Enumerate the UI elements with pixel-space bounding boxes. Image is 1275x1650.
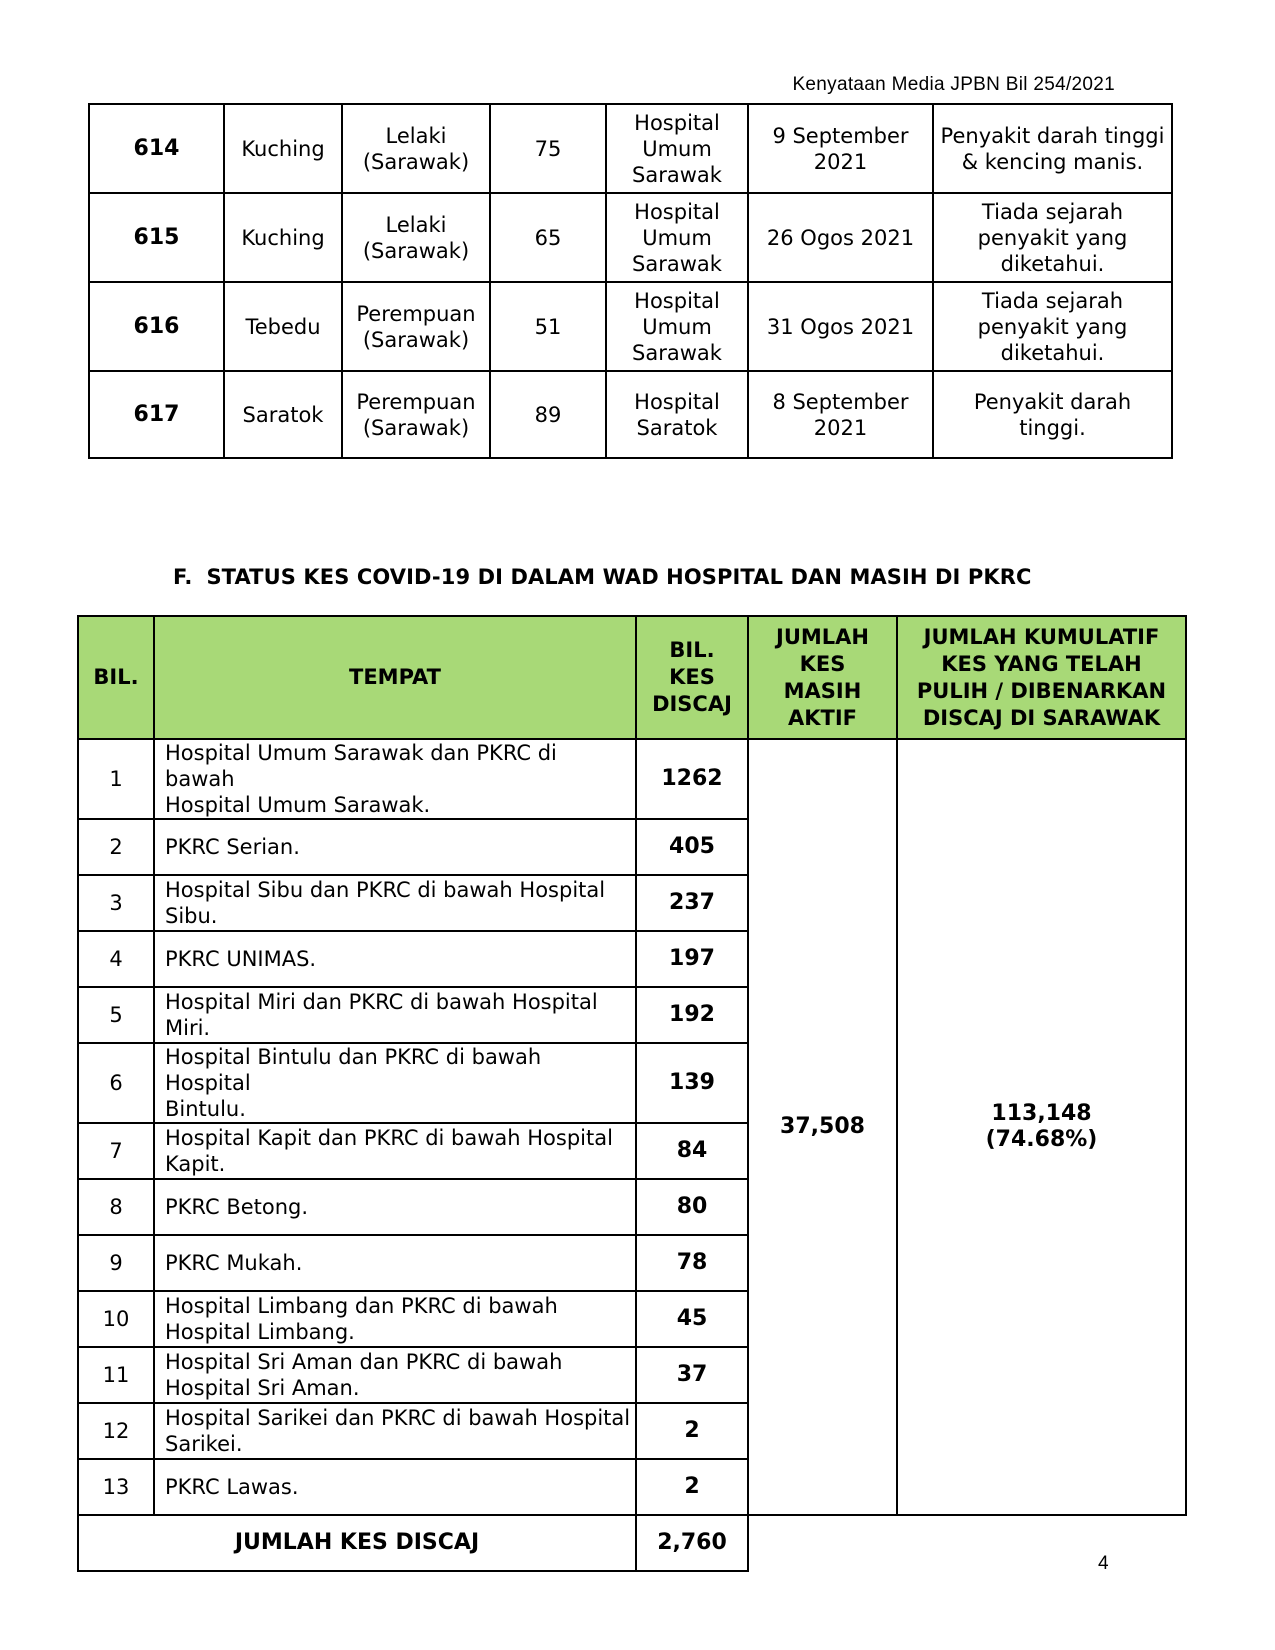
table-row bbox=[89, 371, 1172, 458]
cumulative-value: 113,148 bbox=[991, 1101, 1092, 1126]
tempat-line: Hospital Sri Aman dan PKRC di bawah bbox=[165, 1350, 563, 1374]
state-label: (Sarawak) bbox=[362, 415, 470, 440]
row-tempat bbox=[154, 1291, 636, 1347]
row-tempat bbox=[154, 1179, 636, 1235]
hospital-line: Hospital bbox=[634, 288, 720, 313]
case-hospital bbox=[606, 371, 748, 458]
gender-label: Perempuan bbox=[356, 301, 476, 326]
case-hospital bbox=[606, 282, 748, 371]
total-row bbox=[78, 1515, 1186, 1571]
case-place: Saratok bbox=[224, 371, 342, 458]
hospital-line: Hospital bbox=[634, 389, 720, 414]
row-discaj: 405 bbox=[636, 819, 748, 875]
history-line: penyakit yang bbox=[977, 314, 1128, 339]
row-tempat bbox=[154, 1235, 636, 1291]
row-tempat bbox=[154, 1347, 636, 1403]
header-discaj-line: BIL. bbox=[669, 638, 715, 662]
row-bil: 10 bbox=[78, 1291, 154, 1347]
hospital-line: Hospital bbox=[634, 199, 720, 224]
hospital-line: Sarawak bbox=[632, 340, 722, 365]
table-row bbox=[89, 193, 1172, 282]
header-discaj bbox=[636, 616, 748, 739]
header-bil: BIL. bbox=[78, 616, 154, 739]
case-gender bbox=[342, 282, 490, 371]
header-discaj-line: KES bbox=[669, 665, 715, 689]
history-line: Penyakit darah bbox=[973, 389, 1132, 414]
tempat-line: Miri. bbox=[165, 1016, 211, 1040]
row-tempat bbox=[154, 1459, 636, 1515]
tempat-line: Kapit. bbox=[165, 1152, 226, 1176]
case-age: 75 bbox=[490, 104, 606, 193]
case-place: Kuching bbox=[224, 193, 342, 282]
case-date bbox=[748, 282, 933, 371]
row-bil: 8 bbox=[78, 1179, 154, 1235]
total-label: JUMLAH KES DISCAJ bbox=[78, 1515, 636, 1571]
history-line: Tiada sejarah bbox=[981, 199, 1124, 224]
row-tempat bbox=[154, 1043, 636, 1123]
row-discaj: 37 bbox=[636, 1347, 748, 1403]
case-history bbox=[933, 282, 1172, 371]
row-discaj: 139 bbox=[636, 1043, 748, 1123]
page-number: 4 bbox=[1098, 1553, 1109, 1574]
case-history bbox=[933, 371, 1172, 458]
hospital-status-table bbox=[77, 615, 1187, 1572]
row-discaj: 237 bbox=[636, 875, 748, 931]
row-bil: 7 bbox=[78, 1123, 154, 1179]
row-tempat bbox=[154, 931, 636, 987]
state-label: (Sarawak) bbox=[362, 149, 470, 174]
cumulative-percent: (74.68%) bbox=[985, 1127, 1098, 1152]
history-line: tinggi. bbox=[1019, 415, 1086, 440]
header-kumulatif-line: KES YANG TELAH bbox=[941, 651, 1142, 676]
date-line: 31 Ogos 2021 bbox=[766, 314, 915, 339]
row-discaj: 84 bbox=[636, 1123, 748, 1179]
date-line: 26 Ogos 2021 bbox=[766, 225, 915, 250]
deaths-table bbox=[88, 103, 1173, 459]
case-gender bbox=[342, 104, 490, 193]
hospital-line: Sarawak bbox=[632, 162, 722, 187]
case-hospital bbox=[606, 193, 748, 282]
history-line: Tiada sejarah bbox=[981, 288, 1124, 313]
header-aktif-line: KES bbox=[799, 651, 846, 676]
row-tempat bbox=[154, 1403, 636, 1459]
row-tempat bbox=[154, 819, 636, 875]
tempat-line: PKRC Mukah. bbox=[165, 1251, 303, 1275]
section-heading: STATUS KES COVID-19 DI DALAM WAD HOSPITAL DAN MASIH DI PKRC bbox=[206, 565, 1032, 589]
case-date bbox=[748, 193, 933, 282]
table-row bbox=[78, 739, 1186, 819]
tempat-line: PKRC UNIMAS. bbox=[165, 947, 317, 971]
tempat-line: Hospital Umum Sarawak. bbox=[165, 793, 431, 817]
state-label: (Sarawak) bbox=[362, 327, 470, 352]
history-line: diketahui. bbox=[1000, 340, 1105, 365]
state-label: (Sarawak) bbox=[362, 238, 470, 263]
gender-label: Lelaki bbox=[385, 212, 447, 237]
table-header-row bbox=[78, 616, 1186, 739]
case-gender bbox=[342, 193, 490, 282]
row-bil: 12 bbox=[78, 1403, 154, 1459]
hospital-line: Sarawak bbox=[632, 251, 722, 276]
tempat-line: Hospital Sibu dan PKRC di bawah Hospital bbox=[165, 878, 606, 902]
tempat-line: Hospital Miri dan PKRC di bawah Hospital bbox=[165, 990, 598, 1014]
tempat-line: Hospital Limbang dan PKRC di bawah bbox=[165, 1294, 558, 1318]
cumulative-recovered bbox=[897, 739, 1186, 1515]
table-row bbox=[89, 282, 1172, 371]
row-tempat bbox=[154, 1123, 636, 1179]
hospital-line: Saratok bbox=[636, 415, 718, 440]
row-bil: 4 bbox=[78, 931, 154, 987]
row-discaj: 45 bbox=[636, 1291, 748, 1347]
row-tempat bbox=[154, 739, 636, 819]
row-discaj: 80 bbox=[636, 1179, 748, 1235]
date-line: 2021 bbox=[813, 149, 868, 174]
total-value: 2,760 bbox=[636, 1515, 748, 1571]
case-age: 65 bbox=[490, 193, 606, 282]
case-age: 89 bbox=[490, 371, 606, 458]
hospital-line: Hospital bbox=[634, 110, 720, 135]
case-number: 616 bbox=[89, 282, 224, 371]
row-bil: 2 bbox=[78, 819, 154, 875]
header-discaj-line: DISCAJ bbox=[652, 692, 732, 716]
row-bil: 6 bbox=[78, 1043, 154, 1123]
case-history bbox=[933, 193, 1172, 282]
hospital-line: Umum bbox=[642, 314, 712, 339]
gender-label: Lelaki bbox=[385, 123, 447, 148]
header-kumulatif-line: DISCAJ DI SARAWAK bbox=[922, 705, 1161, 730]
case-age: 51 bbox=[490, 282, 606, 371]
case-date bbox=[748, 104, 933, 193]
section-letter: F. bbox=[173, 565, 193, 589]
row-discaj: 2 bbox=[636, 1459, 748, 1515]
row-bil: 5 bbox=[78, 987, 154, 1043]
date-line: 8 September bbox=[772, 389, 909, 414]
header-kumulatif-line: PULIH / DIBENARKAN bbox=[916, 678, 1167, 703]
row-tempat bbox=[154, 875, 636, 931]
gender-label: Perempuan bbox=[356, 389, 476, 414]
tempat-line: PKRC Serian. bbox=[165, 835, 300, 859]
row-tempat bbox=[154, 987, 636, 1043]
row-discaj: 78 bbox=[636, 1235, 748, 1291]
header-kumulatif bbox=[897, 616, 1186, 739]
history-line: & kencing manis. bbox=[961, 149, 1144, 174]
tempat-line: Hospital Limbang. bbox=[165, 1320, 355, 1344]
case-place: Tebedu bbox=[224, 282, 342, 371]
history-line: Penyakit darah tinggi bbox=[940, 123, 1165, 148]
table-row bbox=[89, 104, 1172, 193]
case-number: 617 bbox=[89, 371, 224, 458]
case-hospital bbox=[606, 104, 748, 193]
case-date bbox=[748, 371, 933, 458]
header-aktif-line: JUMLAH bbox=[776, 624, 869, 649]
header-aktif-line: MASIH bbox=[783, 678, 862, 703]
tempat-line: Hospital Bintulu dan PKRC di bawah Hospital bbox=[165, 1045, 542, 1095]
row-bil: 9 bbox=[78, 1235, 154, 1291]
tempat-line: Sibu. bbox=[165, 904, 218, 928]
tempat-line: Sarikei. bbox=[165, 1432, 243, 1456]
history-line: diketahui. bbox=[1000, 251, 1105, 276]
date-line: 9 September bbox=[772, 123, 909, 148]
header-kumulatif-line: JUMLAH KUMULATIF bbox=[923, 624, 1160, 649]
case-number: 614 bbox=[89, 104, 224, 193]
row-bil: 3 bbox=[78, 875, 154, 931]
tempat-line: PKRC Betong. bbox=[165, 1195, 309, 1219]
row-discaj: 2 bbox=[636, 1403, 748, 1459]
row-discaj: 197 bbox=[636, 931, 748, 987]
case-gender bbox=[342, 371, 490, 458]
row-discaj: 192 bbox=[636, 987, 748, 1043]
row-bil: 13 bbox=[78, 1459, 154, 1515]
tempat-line: Hospital Kapit dan PKRC di bawah Hospital bbox=[165, 1126, 613, 1150]
case-place: Kuching bbox=[224, 104, 342, 193]
header-tempat: TEMPAT bbox=[154, 616, 636, 739]
tempat-line: Bintulu. bbox=[165, 1097, 246, 1121]
tempat-line: Hospital Sarikei dan PKRC di bawah Hospital bbox=[165, 1406, 631, 1430]
tempat-line: PKRC Lawas. bbox=[165, 1475, 299, 1499]
document-reference: Kenyataan Media JPBN Bil 254/2021 bbox=[792, 74, 1115, 95]
tempat-line: Hospital Umum Sarawak dan PKRC di bawah bbox=[165, 741, 557, 791]
active-cases: 37,508 bbox=[748, 739, 897, 1515]
hospital-line: Umum bbox=[642, 136, 712, 161]
header-aktif bbox=[748, 616, 897, 739]
case-history bbox=[933, 104, 1172, 193]
row-discaj: 1262 bbox=[636, 739, 748, 819]
section-title bbox=[173, 565, 1032, 589]
row-bil: 1 bbox=[78, 739, 154, 819]
hospital-line: Umum bbox=[642, 225, 712, 250]
case-number: 615 bbox=[89, 193, 224, 282]
history-line: penyakit yang bbox=[977, 225, 1128, 250]
row-bil: 11 bbox=[78, 1347, 154, 1403]
header-aktif-line: AKTIF bbox=[787, 705, 857, 730]
tempat-line: Hospital Sri Aman. bbox=[165, 1376, 360, 1400]
date-line: 2021 bbox=[813, 415, 868, 440]
